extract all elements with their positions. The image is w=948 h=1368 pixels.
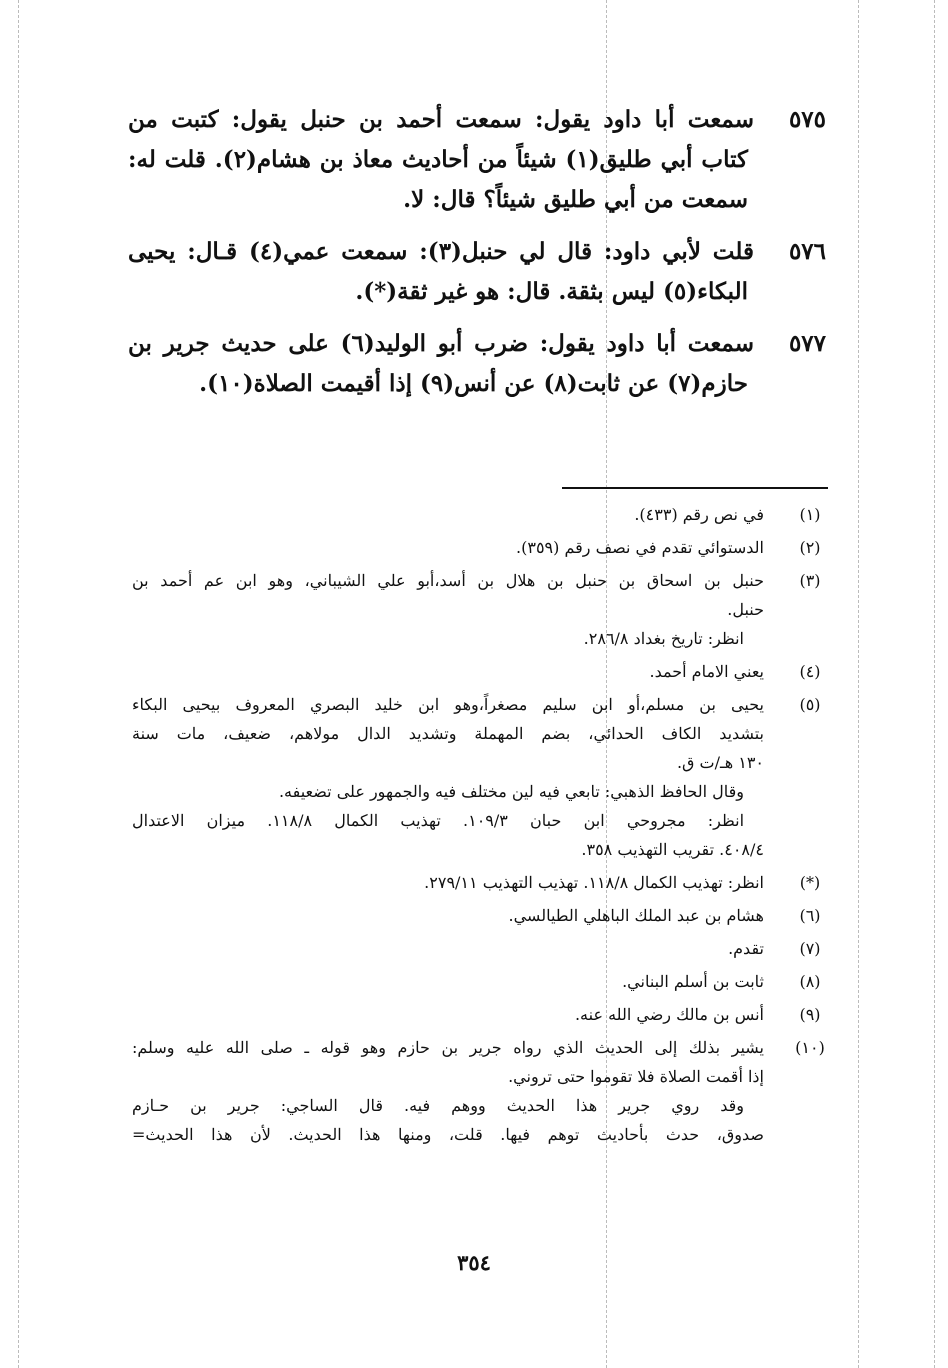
entry-number: ٥٧٦: [788, 238, 826, 265]
entry-line: [128, 232, 826, 272]
entry-line: البكاء(٥) ليس بثقة. قال: هو غير ثقة(*).: [355, 278, 748, 305]
footnote: [132, 901, 832, 930]
footnote-line: يحيى بن مسلم،أو ابن سليم مصغراً،وهو ابن خليد البصري المعروف بيحيى البكاء: [132, 695, 765, 714]
footnote-line: الدستوائي تقدم في نصف رقم (٣٥٩).: [516, 538, 764, 557]
page-number: ٣٥٤: [457, 1250, 491, 1275]
footnote-sub-line: وقد روي جرير هذا الحديث ووهم فيه. قال الساجي: جرير بن حـازم: [132, 1096, 744, 1115]
footnote-number: (٧): [799, 939, 821, 958]
footnote-number: (١٠): [795, 1038, 825, 1057]
footnote-number: (*): [799, 873, 821, 892]
footnote-sub-line: انظر: مجروحي ابن حبان ١٠٩/٣. تهذيب الكمال ١١٨/٨. ميزان الاعتدال: [132, 811, 745, 830]
scan-artifact-line: [18, 0, 19, 1368]
main-entries: [128, 100, 826, 416]
entry-577: [128, 324, 826, 404]
footnote-number: (٩): [799, 1005, 821, 1024]
entry-number: ٥٧٥: [788, 106, 826, 133]
footnote-line: حنبل بن اسحاق بن حنبل بن هلال بن أسد،أبو علي الشيباني، وهو ابن عم أحمد بن: [132, 571, 764, 590]
footnote: [132, 868, 832, 897]
footnote: [132, 657, 832, 686]
footnote: [132, 566, 832, 653]
entry-text: قلت لأبي داود: قال لي حنبل(٣): سمعت عمي(٤) قـال: يحيى: [128, 238, 754, 265]
footnote: [132, 1033, 832, 1149]
scan-artifact-line: [934, 0, 935, 1368]
footnote-number: (٥): [799, 695, 821, 714]
footnote-number: (١): [799, 505, 821, 524]
footnote-line: بتشديد الكاف الحدائي، بضم المهملة وتشديد الدال مولاهم، ضعيف، مات سنة: [132, 724, 764, 743]
entry-line: [128, 324, 826, 364]
footnote-line: إذا أقمت الصلاة فلا تقوموا حتى تروني.: [508, 1067, 764, 1086]
footnote: [132, 967, 832, 996]
entry-text: سمعت أبا داود يقول: ضرب أبو الوليد(٦) على حديث جرير بن: [128, 330, 754, 357]
entry-line: سمعت من أبي طليق شيئاً؟ قال: لا.: [403, 186, 748, 213]
footnote-number: (٦): [799, 906, 821, 925]
footnote-number: (٢): [799, 538, 821, 557]
footnote-sub-line: صدوق، حدث بأحاديث توهم فيها. قلت، ومنها هذا الحديث. لأن هذا الحديث=: [132, 1125, 764, 1144]
footnote-line: في نص رقم (٤٣٣).: [634, 505, 764, 524]
entry-575: [128, 100, 826, 220]
footnote: [132, 934, 832, 963]
footnote-number: (٤): [799, 662, 821, 681]
footnote: [132, 1000, 832, 1029]
footnotes: [132, 500, 832, 1153]
footnote-sub-line: ٤٠٨/٤. تقريب التهذيب ٣٥٨.: [581, 840, 764, 859]
footnote-separator: [562, 487, 828, 489]
footnote-line: تقدم.: [728, 939, 764, 958]
entry-line: كتاب أبي طليق(١) شيئاً من أحاديث معاذ بن هشام(٢). قلت له:: [128, 146, 748, 173]
footnote-number: (٨): [799, 972, 821, 991]
footnote-sub-line: وقال الحافظ الذهبي: تابعي فيه لين مختلف فيه والجمهور على تضعيفه.: [278, 782, 744, 801]
entry-text: سمعت أبا داود يقول: سمعت أحمد بن حنبل يقول: كتبت من: [128, 106, 754, 133]
footnote-line: يعني الامام أحمد.: [649, 662, 764, 681]
footnote-line: أنس بن مالك رضي الله عنه.: [574, 1005, 764, 1024]
footnote-sub-line: انظر: تاريخ بغداد ٢٨٦/٨.: [583, 629, 744, 648]
entry-line: [128, 100, 826, 140]
footnote-line: ثابت بن أسلم البناني.: [622, 972, 764, 991]
footnote-number: (٣): [799, 571, 821, 590]
footnote-line: انظر: تهذيب الكمال ١١٨/٨. تهذيب التهذيب ٢٧٩/١١.: [424, 873, 764, 892]
footnote-line: حنبل.: [727, 600, 764, 619]
footnote-line: هشام بن عبد الملك الباهلي الطيالسي.: [508, 906, 764, 925]
entry-number: ٥٧٧: [788, 330, 826, 357]
footnote-line: يشير بذلك إلى الحديث الذي رواه جرير بن حازم وهو قوله ـ صلى الله عليه وسلم:: [132, 1038, 764, 1057]
entry-576: [128, 232, 826, 312]
entry-line: حازم(٧) عن ثابت(٨) عن أنس(٩) إذا أقيمت الصلاة(١٠).: [199, 370, 748, 397]
footnote: [132, 533, 832, 562]
footnote: [132, 690, 832, 864]
footnote: [132, 500, 832, 529]
footnote-line: ١٣٠ هـ/ت ق.: [676, 753, 764, 772]
scan-artifact-line: [858, 0, 859, 1368]
